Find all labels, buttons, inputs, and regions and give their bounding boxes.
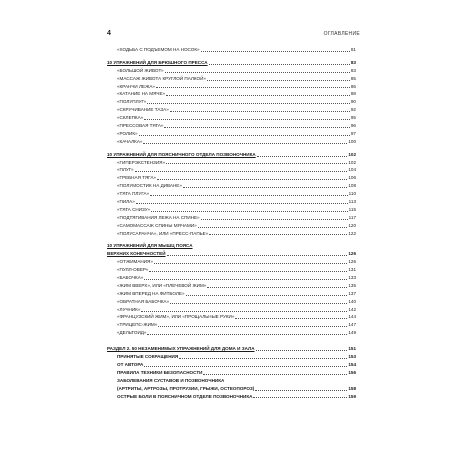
toc-entry[interactable]	[107, 353, 356, 361]
toc-entry-label: 10 УПРАЖНЕНИЙ ДЛЯ БРЮШНОГО ПРЕССА	[107, 59, 208, 65]
toc-entry[interactable]	[107, 182, 356, 190]
toc-entry-label: «ФРАНЦУЗСКИЙ ЖИМ», ИЛИ «ПРОЩАЛЬНЫЕ РУКИ»	[117, 314, 235, 320]
toc-entry[interactable]	[107, 250, 356, 258]
dot-leader	[207, 80, 350, 81]
toc-entry[interactable]	[107, 377, 356, 385]
toc-entry-page: 97	[350, 130, 356, 136]
toc-entry-label: «САМОМАССАЖ СПИНЫ МЯЧАМИ»	[117, 222, 197, 228]
toc-entry[interactable]	[107, 166, 356, 174]
dot-leader	[209, 64, 350, 65]
toc-entry-label: РАЗДЕЛ 2. 50 НЕЗАМЕНИМЫХ УПРАЖНЕНИЙ ДЛЯ ДОМА И ЗАЛА	[107, 346, 255, 352]
toc-entry-page: 113	[348, 199, 356, 205]
toc-entry-page: 102	[348, 151, 356, 157]
toc-entry-label: «ХОДЬБА С ПОДЪЕМОМ НА НОСОК»	[117, 46, 200, 52]
toc-entry-label: «СКЛЕПКА»	[117, 115, 144, 121]
toc-entry-page: 156	[348, 369, 356, 375]
dot-leader	[170, 303, 347, 304]
toc-entry-label: «БАБОЧКА»	[117, 275, 144, 281]
toc-entry-label: «ТЯГА СНИЗУ»	[117, 206, 151, 212]
toc-entry[interactable]	[107, 98, 356, 106]
toc-entry-label: «ОБРАТНАЯ БАБОЧКА»	[117, 298, 170, 304]
toc-entry[interactable]	[107, 174, 356, 182]
dot-leader	[183, 187, 347, 188]
toc-entry-page: 147	[348, 322, 356, 328]
toc-entry-page: 83	[350, 59, 356, 65]
toc-entry-page: 95	[350, 115, 356, 121]
toc-entry[interactable]	[107, 222, 356, 230]
toc-entry-page: 102	[348, 159, 356, 165]
toc-entry[interactable]	[107, 214, 356, 222]
toc-entry[interactable]	[107, 138, 356, 146]
toc-entry-label: ПРАВИЛА ТЕХНИКИ БЕЗОПАСНОСТИ	[117, 369, 203, 375]
toc-entry[interactable]	[107, 298, 356, 306]
toc-entry-label: «ДЕЛЬТОИД»	[117, 330, 147, 336]
toc-entry-label: «ЖИМ ВПЕРЕД НА ФИТБОЛЕ»	[117, 290, 185, 296]
toc-entry[interactable]	[107, 75, 356, 83]
toc-entry-label: «КАЧАЛКА»	[117, 138, 143, 144]
toc-entry-page: 142	[348, 306, 356, 312]
toc-entry[interactable]	[107, 266, 356, 274]
toc-entry[interactable]	[107, 230, 356, 238]
dot-leader	[198, 227, 348, 228]
toc-entry-page: 88	[350, 91, 356, 97]
dot-leader	[164, 127, 349, 128]
toc-entry[interactable]	[107, 385, 356, 393]
toc-entry-page: 106	[348, 175, 356, 181]
toc-entry-page: 140	[348, 298, 356, 304]
toc-entry[interactable]	[107, 369, 356, 377]
toc-entry[interactable]	[107, 122, 356, 130]
dot-leader	[150, 195, 348, 196]
toc-entry-page: 122	[348, 230, 356, 236]
dot-leader	[154, 263, 347, 264]
toc-entry-label: «ПОЛУМОСТИК НА ДИВАНЕ»	[117, 183, 182, 189]
toc-entry[interactable]	[107, 90, 356, 98]
dot-leader	[201, 51, 350, 52]
toc-entry[interactable]	[107, 130, 356, 138]
toc-entry-label: ЗАБОЛЕВАНИЯ СУСТАВОВ И ПОЗВОНОЧНИКА	[117, 377, 225, 383]
toc-entry[interactable]	[107, 198, 356, 206]
toc-entry-page: 108	[348, 183, 356, 189]
toc-entry[interactable]	[107, 274, 356, 282]
toc-entry-page: 110	[348, 191, 356, 197]
toc-entry-label: ОТ АВТОРА	[117, 361, 144, 367]
dot-leader	[144, 366, 347, 367]
toc-entry[interactable]	[107, 329, 356, 337]
running-header-title: ОГЛАВЛЕНИЕ	[323, 31, 360, 37]
dot-leader	[143, 143, 347, 144]
dot-leader	[158, 326, 347, 327]
toc-entry-page: 115	[348, 206, 356, 212]
toc-entry[interactable]	[107, 361, 356, 369]
toc-entry-page: 126	[348, 259, 356, 265]
dot-leader	[166, 95, 350, 96]
dot-leader	[203, 374, 347, 375]
dot-leader	[149, 271, 347, 272]
toc-entry[interactable]	[107, 59, 356, 67]
toc-entry-label: «ТЯГА ПЛУГА»	[117, 191, 150, 197]
dot-leader	[256, 350, 348, 351]
toc-entry-label: «ГРЕБНАЯ ТЯГА»	[117, 175, 156, 181]
dot-leader	[141, 311, 347, 312]
toc-entry-label: ПРИНЯТЫЕ СОКРАЩЕНИЯ	[117, 354, 179, 360]
toc-entry[interactable]	[107, 114, 356, 122]
toc-entry-page: 151	[348, 346, 356, 352]
toc-entry-page: 131	[348, 267, 356, 273]
toc-entry[interactable]	[107, 106, 356, 114]
toc-entry-label: «ПУЛЛ-ОВЕР»	[117, 267, 149, 273]
toc-entry-label: «ОТЖИМАНИЯ»	[117, 259, 153, 265]
toc-entry-label: «КРАНЧИ ЛЕЖА»	[117, 83, 155, 89]
dot-leader	[157, 179, 347, 180]
toc-entry-page: 81	[350, 46, 356, 52]
toc-entry[interactable]	[107, 151, 356, 159]
table-of-contents	[107, 46, 356, 400]
dot-leader	[209, 234, 347, 235]
page-number: 4	[107, 30, 111, 37]
toc-entry-label: «ГИПЕРЭКСТЕНЗИЯ»	[117, 159, 166, 165]
toc-entry-page: 104	[348, 167, 356, 173]
toc-entry[interactable]	[107, 190, 356, 198]
toc-entry-page: 100	[348, 138, 356, 144]
dot-leader	[144, 279, 347, 280]
toc-entry-label: «ПЛУГ»	[117, 167, 134, 173]
dot-leader	[156, 87, 350, 88]
toc-entry-label: ВЕРХНИХ КОНЕЧНОСТЕЙ	[107, 251, 166, 257]
dot-leader	[147, 334, 347, 335]
toc-entry-page: 96	[350, 123, 356, 128]
toc-entry[interactable]	[107, 306, 356, 314]
toc-entry-label: «ПИЛА»	[117, 199, 135, 205]
toc-entry-label: ОСТРЫЕ БОЛИ В ПОЯСНИЧНОМ ОТДЕЛЕ ПОЗВОНОЧНИКА	[117, 393, 253, 399]
dot-leader	[207, 287, 347, 288]
toc-entry[interactable]	[107, 67, 356, 75]
toc-entry[interactable]	[107, 206, 356, 214]
toc-entry[interactable]	[107, 242, 356, 250]
toc-entry[interactable]	[107, 290, 356, 298]
dot-leader	[179, 358, 347, 359]
toc-entry-label: «ЖИМ ВВЕРХ», ИЛИ «ПЛЕЧЕВОЙ ЖИМ»	[117, 282, 207, 288]
toc-entry-page: 83	[350, 67, 356, 73]
dot-leader	[235, 318, 347, 319]
toc-entry-page: 149	[348, 330, 356, 336]
dot-leader	[253, 397, 347, 398]
toc-entry-label: 10 УПРАЖНЕНИЙ ДЛЯ МЫШЦ ПОЯСА	[107, 243, 193, 249]
toc-entry-label: «ПОДТЯГИВАНИЯ ЛЕЖА НА СПИНЕ»	[117, 214, 200, 220]
toc-entry-label: «ЛУЧНИК»	[117, 306, 141, 312]
dot-leader	[165, 72, 350, 73]
toc-entry-label: «ПРЕССОВАЯ ТЯГА»	[117, 123, 164, 128]
toc-entry-page: 137	[348, 290, 356, 296]
toc-entry-label: «РОЛИК»	[117, 130, 138, 136]
toc-entry-page: 144	[348, 314, 356, 320]
toc-entry-page: 159	[348, 393, 356, 399]
dot-leader	[136, 203, 348, 204]
toc-entry-label: «БОЛЬШОЙ ЖИВОТ»	[117, 67, 164, 73]
dot-leader	[201, 219, 348, 220]
toc-entry[interactable]	[107, 83, 356, 91]
toc-entry-label: 10 УПРАЖНЕНИЙ ДЛЯ ПОЯСНИЧНОГО ОТДЕЛА ПОЗВОНОЧНИКА	[107, 151, 256, 157]
toc-entry-page: 153	[348, 354, 356, 360]
toc-entry[interactable]	[107, 46, 356, 54]
toc-entry-page: 133	[348, 275, 356, 281]
toc-entry-page: 158	[348, 385, 356, 391]
dot-leader	[139, 135, 350, 136]
toc-entry-page: 154	[348, 361, 356, 367]
toc-entry-page: 86	[350, 83, 356, 89]
dot-leader	[255, 390, 347, 391]
dot-leader	[170, 111, 350, 112]
toc-entry-page: 92	[350, 107, 356, 113]
toc-entry-label: «ПОЛУСАРАНЧА», ИЛИ «ПРЕСС-ПАПЬЕ»	[117, 230, 209, 236]
dot-leader	[257, 156, 348, 157]
toc-entry-label: «СКРУЧИВАНИЕ ТАЗА»	[117, 107, 169, 113]
toc-entry-page: 126	[348, 251, 356, 257]
toc-entry[interactable]	[107, 314, 356, 322]
dot-leader	[166, 163, 347, 164]
toc-entry-page: 90	[350, 99, 356, 105]
dot-leader	[167, 255, 348, 256]
toc-entry-page: 120	[348, 222, 356, 228]
toc-entry[interactable]	[107, 159, 356, 167]
toc-entry[interactable]	[107, 321, 356, 329]
toc-entry-page: 117	[348, 214, 356, 220]
toc-entry[interactable]	[107, 282, 356, 290]
toc-entry-label: «КАТАНИЕ НА МЯЧЕ»	[117, 91, 166, 97]
toc-entry-label: «ТРИЦЕПС-ЖИМ»	[117, 322, 158, 328]
toc-entry-label: «ПОЛУПЛУГ»	[117, 99, 147, 105]
dot-leader	[151, 211, 348, 212]
dot-leader	[144, 119, 350, 120]
dot-leader	[147, 103, 350, 104]
dot-leader	[186, 295, 348, 296]
toc-entry[interactable]	[107, 258, 356, 266]
toc-entry-label: «МАССАЖ ЖИВОТА КРУГЛОЙ ПАЛКОЙ»	[117, 75, 206, 81]
toc-entry-label: (АРТРИТЫ, АРТРОЗЫ, ПРОТРУЗИИ, ГРЫЖИ, ОСТЕОПОРОЗ)	[117, 385, 255, 391]
toc-entry[interactable]	[107, 345, 356, 353]
toc-entry[interactable]	[107, 393, 356, 401]
toc-entry-page: 135	[348, 282, 356, 288]
dot-leader	[135, 171, 348, 172]
toc-entry-page: 85	[350, 75, 356, 81]
